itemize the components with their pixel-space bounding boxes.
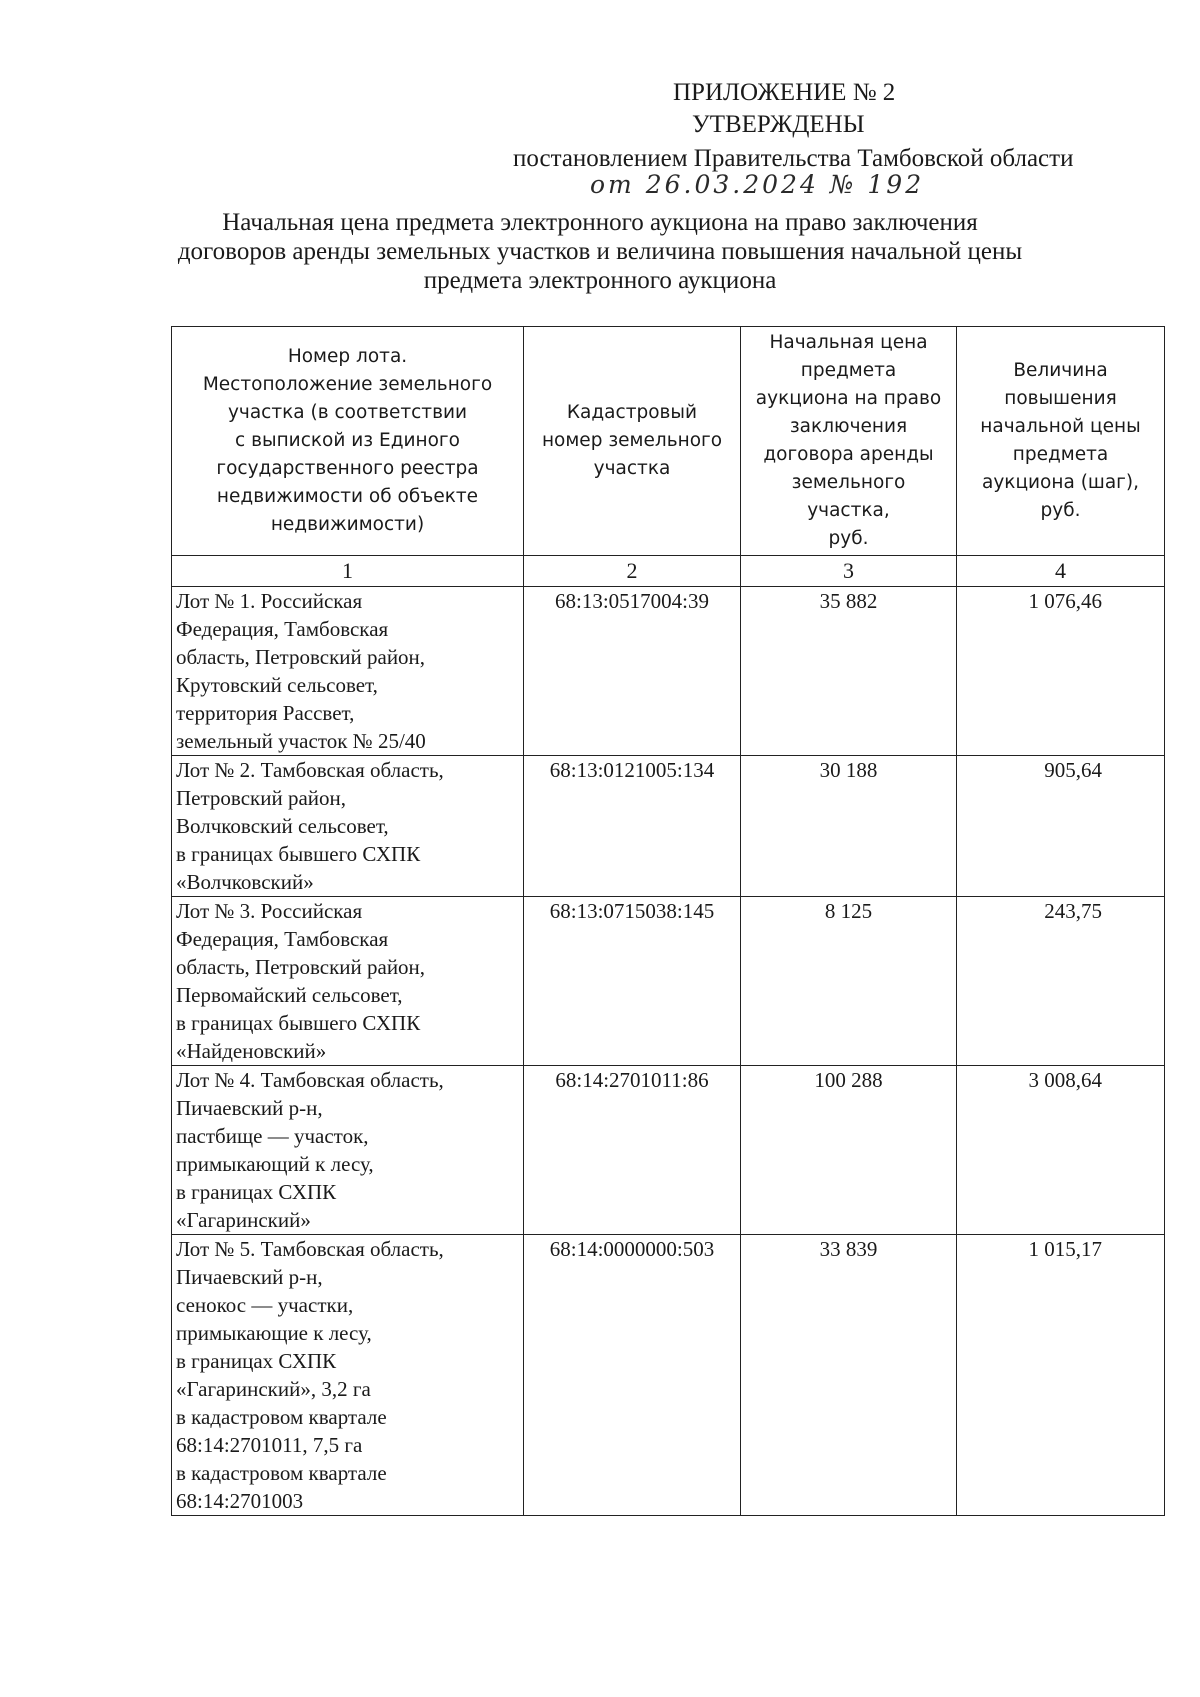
approved-label: УТВЕРЖДЕНЫ bbox=[692, 111, 865, 138]
header-line: участка, bbox=[807, 500, 890, 521]
column-number: 3 bbox=[741, 556, 957, 587]
location-line: пастбище — участок, bbox=[176, 1124, 369, 1148]
header-line: Величина bbox=[1013, 360, 1108, 381]
location-line: Крутовский сельсовет, bbox=[176, 673, 378, 697]
lot-location bbox=[172, 1235, 524, 1516]
header-line: недвижимости) bbox=[270, 514, 425, 535]
cadastral-number: 68:14:2701011:86 bbox=[524, 1066, 741, 1235]
header-start-price bbox=[741, 327, 957, 556]
header-line: земельного bbox=[791, 472, 906, 493]
location-line: сенокос — участки, bbox=[176, 1293, 354, 1317]
header-location bbox=[172, 327, 524, 556]
column-number-row bbox=[172, 556, 1165, 587]
location-line: в границах бывшего СХПК bbox=[176, 842, 421, 866]
location-line: Волчковский сельсовет, bbox=[176, 814, 389, 838]
location-line: Пичаевский р-н, bbox=[176, 1265, 323, 1289]
location-line: Лот № 1. Российская bbox=[176, 589, 363, 613]
location-line: Лот № 2. Тамбовская область, bbox=[176, 758, 444, 782]
start-price: 35 882 bbox=[741, 587, 957, 756]
cadastral-number: 68:14:0000000:503 bbox=[524, 1235, 741, 1516]
location-line: «Гагаринский» bbox=[176, 1208, 311, 1232]
lot-location bbox=[172, 897, 524, 1066]
table-row bbox=[172, 587, 1165, 756]
handwritten-date-number: от 26.03.2024 № 192 bbox=[590, 170, 925, 199]
table-row bbox=[172, 756, 1165, 897]
header-line: государственного реестра bbox=[216, 458, 479, 479]
table-row bbox=[172, 1235, 1165, 1516]
header-line: Начальная цена bbox=[769, 332, 928, 353]
price-step: 3 008,64 bbox=[957, 1066, 1165, 1235]
location-line: область, Петровский район, bbox=[176, 955, 426, 979]
header-line: предмета bbox=[1012, 444, 1109, 465]
location-line: «Гагаринский», 3,2 га bbox=[176, 1377, 371, 1401]
header-line: недвижимости об объекте bbox=[216, 486, 479, 507]
appendix-label: ПРИЛОЖЕНИЕ № 2 bbox=[673, 79, 896, 106]
location-line: Первомайский сельсовет, bbox=[176, 983, 403, 1007]
header-line: участка bbox=[593, 458, 671, 479]
price-step: 243,75 bbox=[957, 897, 1165, 1066]
header-line: с выпиской из Единого bbox=[235, 430, 460, 451]
lot-location bbox=[172, 1066, 524, 1235]
header-line: Кадастровый bbox=[566, 402, 698, 423]
start-price: 30 188 bbox=[741, 756, 957, 897]
price-step: 1 076,46 bbox=[957, 587, 1165, 756]
location-line: примыкающие к лесу, bbox=[176, 1321, 372, 1345]
header-line: участка (в соответствии bbox=[227, 402, 468, 423]
header-line: руб. bbox=[828, 528, 869, 549]
location-line: в границах СХПК bbox=[176, 1349, 337, 1373]
column-number: 1 bbox=[172, 556, 524, 587]
lots-table bbox=[171, 326, 1165, 1516]
header-step bbox=[957, 327, 1165, 556]
location-line: 68:14:2701011, 7,5 га bbox=[176, 1433, 363, 1457]
header-line: Номер лота. bbox=[287, 346, 408, 367]
title-line: предмета электронного аукциона bbox=[423, 267, 777, 294]
header-cadastral bbox=[524, 327, 741, 556]
header-line: договора аренды bbox=[763, 444, 934, 465]
location-line: Федерация, Тамбовская bbox=[176, 617, 389, 641]
location-line: в кадастровом квартале bbox=[176, 1461, 387, 1485]
location-line: земельный участок № 25/40 bbox=[176, 729, 426, 753]
location-line: в границах бывшего СХПК bbox=[176, 1011, 421, 1035]
location-line: «Волчковский» bbox=[176, 870, 314, 894]
location-line: «Найденовский» bbox=[176, 1039, 327, 1063]
header-line: предмета bbox=[800, 360, 897, 381]
location-line: область, Петровский район, bbox=[176, 645, 426, 669]
header-line: повышения bbox=[1004, 388, 1117, 409]
title-line: Начальная цена предмета электронного аукциона на право заключения bbox=[222, 209, 978, 236]
header-line: номер земельного bbox=[541, 430, 723, 451]
start-price: 33 839 bbox=[741, 1235, 957, 1516]
location-line: примыкающий к лесу, bbox=[176, 1152, 374, 1176]
lot-location bbox=[172, 756, 524, 897]
location-line: в границах СХПК bbox=[176, 1180, 337, 1204]
cadastral-number: 68:13:0517004:39 bbox=[524, 587, 741, 756]
header-line: Местоположение земельного bbox=[202, 374, 493, 395]
start-price: 100 288 bbox=[741, 1066, 957, 1235]
table-row bbox=[172, 897, 1165, 1066]
location-line: Федерация, Тамбовская bbox=[176, 927, 389, 951]
location-line: Петровский район, bbox=[176, 786, 347, 810]
header-line: начальной цены bbox=[980, 416, 1141, 437]
price-step: 905,64 bbox=[957, 756, 1165, 897]
cadastral-number: 68:13:0715038:145 bbox=[524, 897, 741, 1066]
price-step: 1 015,17 bbox=[957, 1235, 1165, 1516]
header-line: аукциона (шаг), bbox=[981, 472, 1139, 493]
title-line: договоров аренды земельных участков и величина повышения начальной цены bbox=[177, 238, 1023, 265]
header-line: руб. bbox=[1040, 500, 1081, 521]
table-row bbox=[172, 1066, 1165, 1235]
start-price: 8 125 bbox=[741, 897, 957, 1066]
location-line: в кадастровом квартале bbox=[176, 1405, 387, 1429]
decree-reference: постановлением Правительства Тамбовской области bbox=[513, 145, 1074, 172]
location-line: территория Рассвет, bbox=[176, 701, 355, 725]
cadastral-number: 68:13:0121005:134 bbox=[524, 756, 741, 897]
location-line: Лот № 5. Тамбовская область, bbox=[176, 1237, 444, 1261]
header-line: аукциона на право bbox=[755, 388, 942, 409]
column-number: 4 bbox=[957, 556, 1165, 587]
header-line: заключения bbox=[789, 416, 908, 437]
location-line: 68:14:2701003 bbox=[176, 1489, 304, 1513]
location-line: Лот № 3. Российская bbox=[176, 899, 363, 923]
location-line: Лот № 4. Тамбовская область, bbox=[176, 1068, 444, 1092]
lot-location bbox=[172, 587, 524, 756]
table-header-row bbox=[172, 327, 1165, 556]
location-line: Пичаевский р-н, bbox=[176, 1096, 323, 1120]
document-title bbox=[150, 208, 1050, 295]
column-number: 2 bbox=[524, 556, 741, 587]
